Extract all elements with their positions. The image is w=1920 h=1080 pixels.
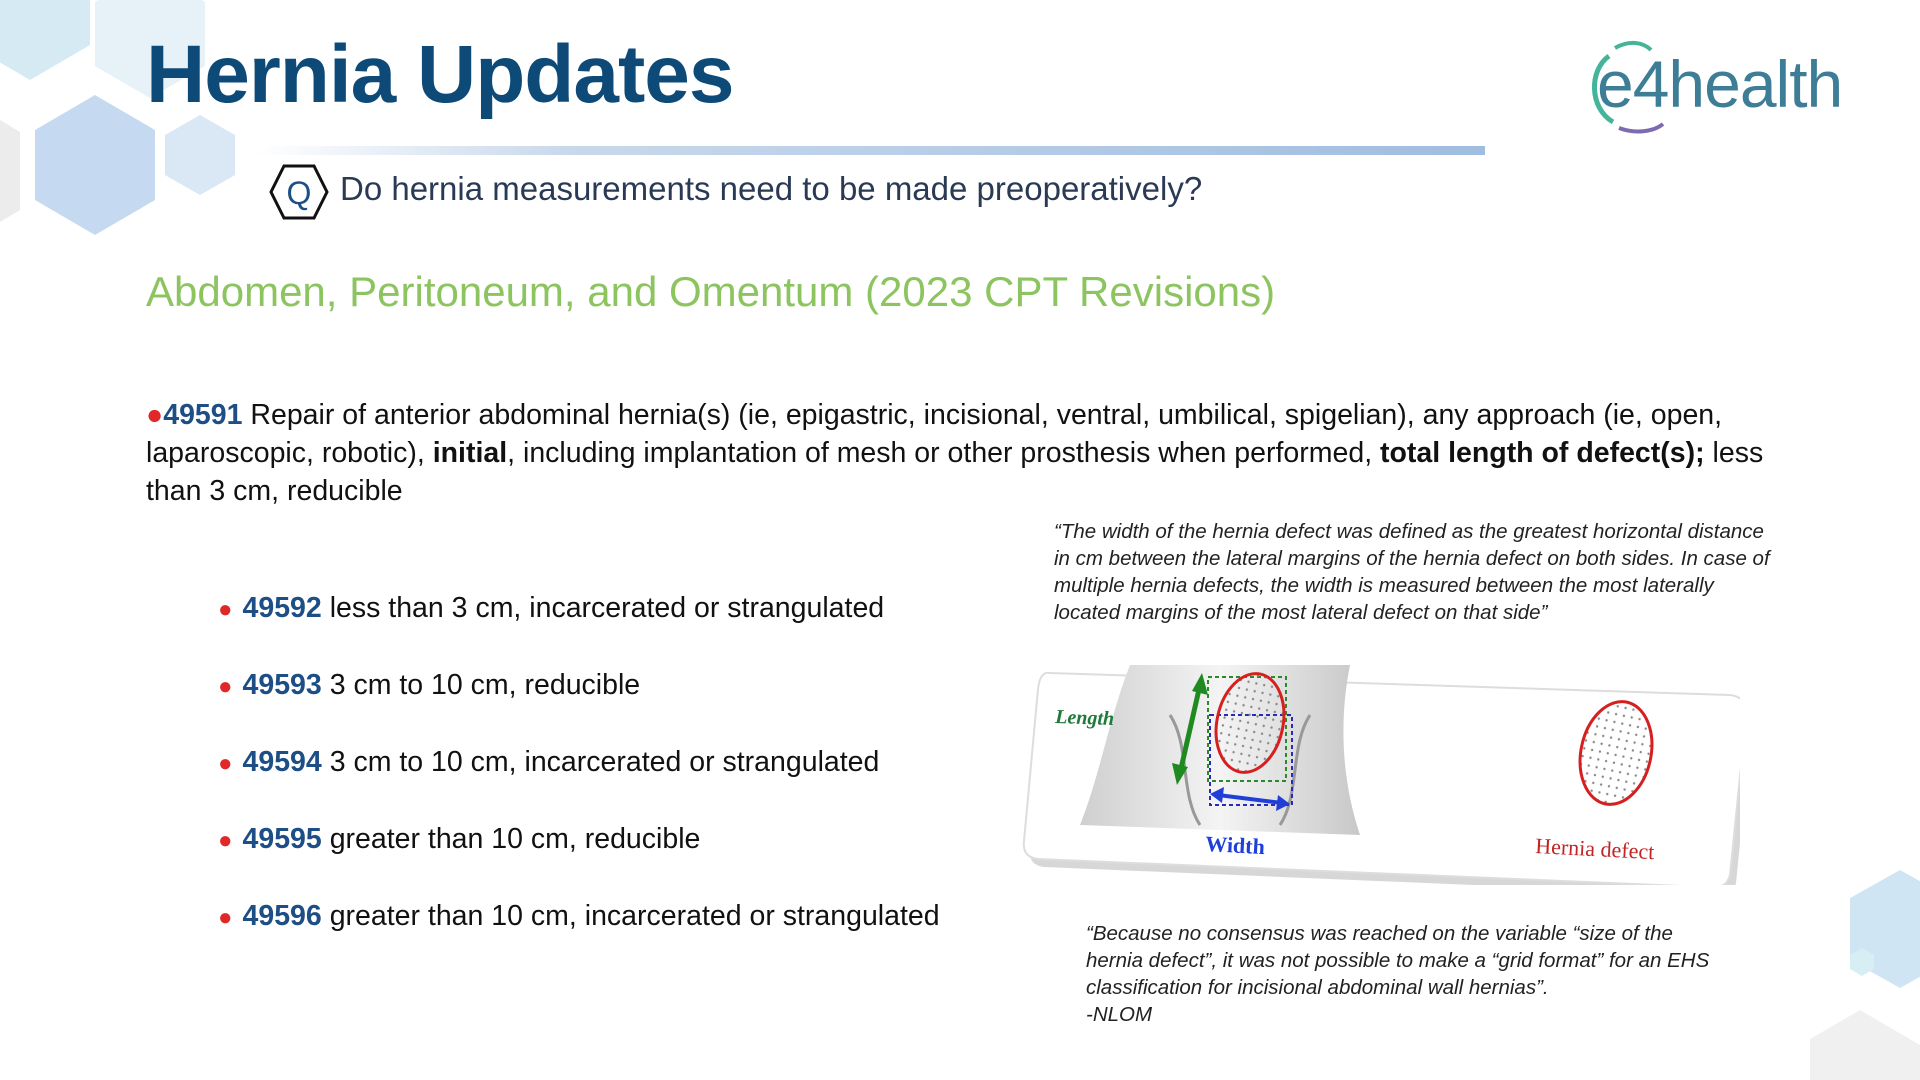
cpt-code: 49592 bbox=[242, 592, 322, 624]
bullet-icon: ● bbox=[218, 904, 233, 931]
hernia-defect-label: Hernia defect bbox=[1534, 833, 1655, 865]
bullet-icon: ● bbox=[146, 399, 164, 431]
list-item bbox=[218, 896, 940, 973]
list-item bbox=[218, 588, 940, 665]
width-label: Width bbox=[1204, 831, 1266, 860]
bullet-icon: ● bbox=[218, 596, 233, 623]
e4health-logo bbox=[1585, 36, 1865, 136]
page-title: Hernia Updates bbox=[146, 29, 734, 120]
width-definition-quote: “The width of the hernia defect was defined as the greatest horizontal distance in cm between the lateral margins of the hernia defect on both sides. In case of multiple hernia defects, the width is measured between the most laterally located margins of the most lateral defect on that side” bbox=[1054, 520, 1770, 624]
list-item bbox=[218, 819, 940, 896]
cpt-code: 49591 bbox=[163, 399, 243, 431]
description-text: Repair of anterior abdominal hernia(s) (ie, epigastric, incisional, ventral, umbilical, spigelian), any approach (ie, open, laparoscopic, robotic), bbox=[146, 399, 1723, 469]
nlom-quote-text: “Because no consensus was reached on the variable “size of the hernia defect”, it was not possible to make a “grid format” for an EHS classification for incisional abdominal wall hernias”. bbox=[1086, 922, 1710, 999]
nlom-quote bbox=[1086, 920, 1726, 1028]
sub-code-list bbox=[218, 588, 940, 973]
bold-term: initial bbox=[432, 437, 508, 469]
section-subtitle: Abdomen, Peritoneum, and Omentum (2023 CPT Revisions) bbox=[146, 268, 1276, 315]
list-item bbox=[218, 665, 940, 742]
question-hexagon-icon bbox=[268, 163, 330, 221]
code-description: greater than 10 cm, incarcerated or strangulated bbox=[329, 900, 940, 932]
bullet-icon: ● bbox=[218, 827, 233, 854]
quote-attribution: -NLOM bbox=[1086, 1003, 1153, 1026]
code-description: 3 cm to 10 cm, reducible bbox=[329, 669, 641, 701]
cpt-code: 49596 bbox=[242, 900, 322, 932]
description-text: , including implantation of mesh or other prosthesis when performed, bbox=[507, 437, 1381, 469]
question-badge-letter: Q bbox=[286, 175, 312, 211]
cpt-code: 49593 bbox=[242, 669, 322, 701]
hernia-measurement-diagram bbox=[1020, 655, 1740, 885]
code-description: 3 cm to 10 cm, incarcerated or strangulated bbox=[329, 746, 880, 778]
description-text: less than 3 cm, reducible bbox=[146, 437, 1764, 507]
bold-term: total length of defect(s); bbox=[1380, 437, 1705, 469]
bullet-icon: ● bbox=[218, 750, 233, 777]
bullet-icon: ● bbox=[218, 673, 233, 700]
cpt-code: 49595 bbox=[242, 823, 322, 855]
length-label: Length bbox=[1054, 706, 1115, 731]
main-code-description bbox=[146, 396, 1826, 510]
code-description: greater than 10 cm, reducible bbox=[329, 823, 701, 855]
cpt-code: 49594 bbox=[242, 746, 322, 778]
code-description: less than 3 cm, incarcerated or strangulated bbox=[329, 592, 885, 624]
hexagon-decoration-bottom bbox=[1810, 870, 1920, 1080]
list-item bbox=[218, 742, 940, 819]
header-divider bbox=[255, 146, 1485, 155]
question-text: Do hernia measurements need to be made preoperatively? bbox=[340, 170, 1203, 207]
logo-text: e4health bbox=[1597, 47, 1843, 121]
